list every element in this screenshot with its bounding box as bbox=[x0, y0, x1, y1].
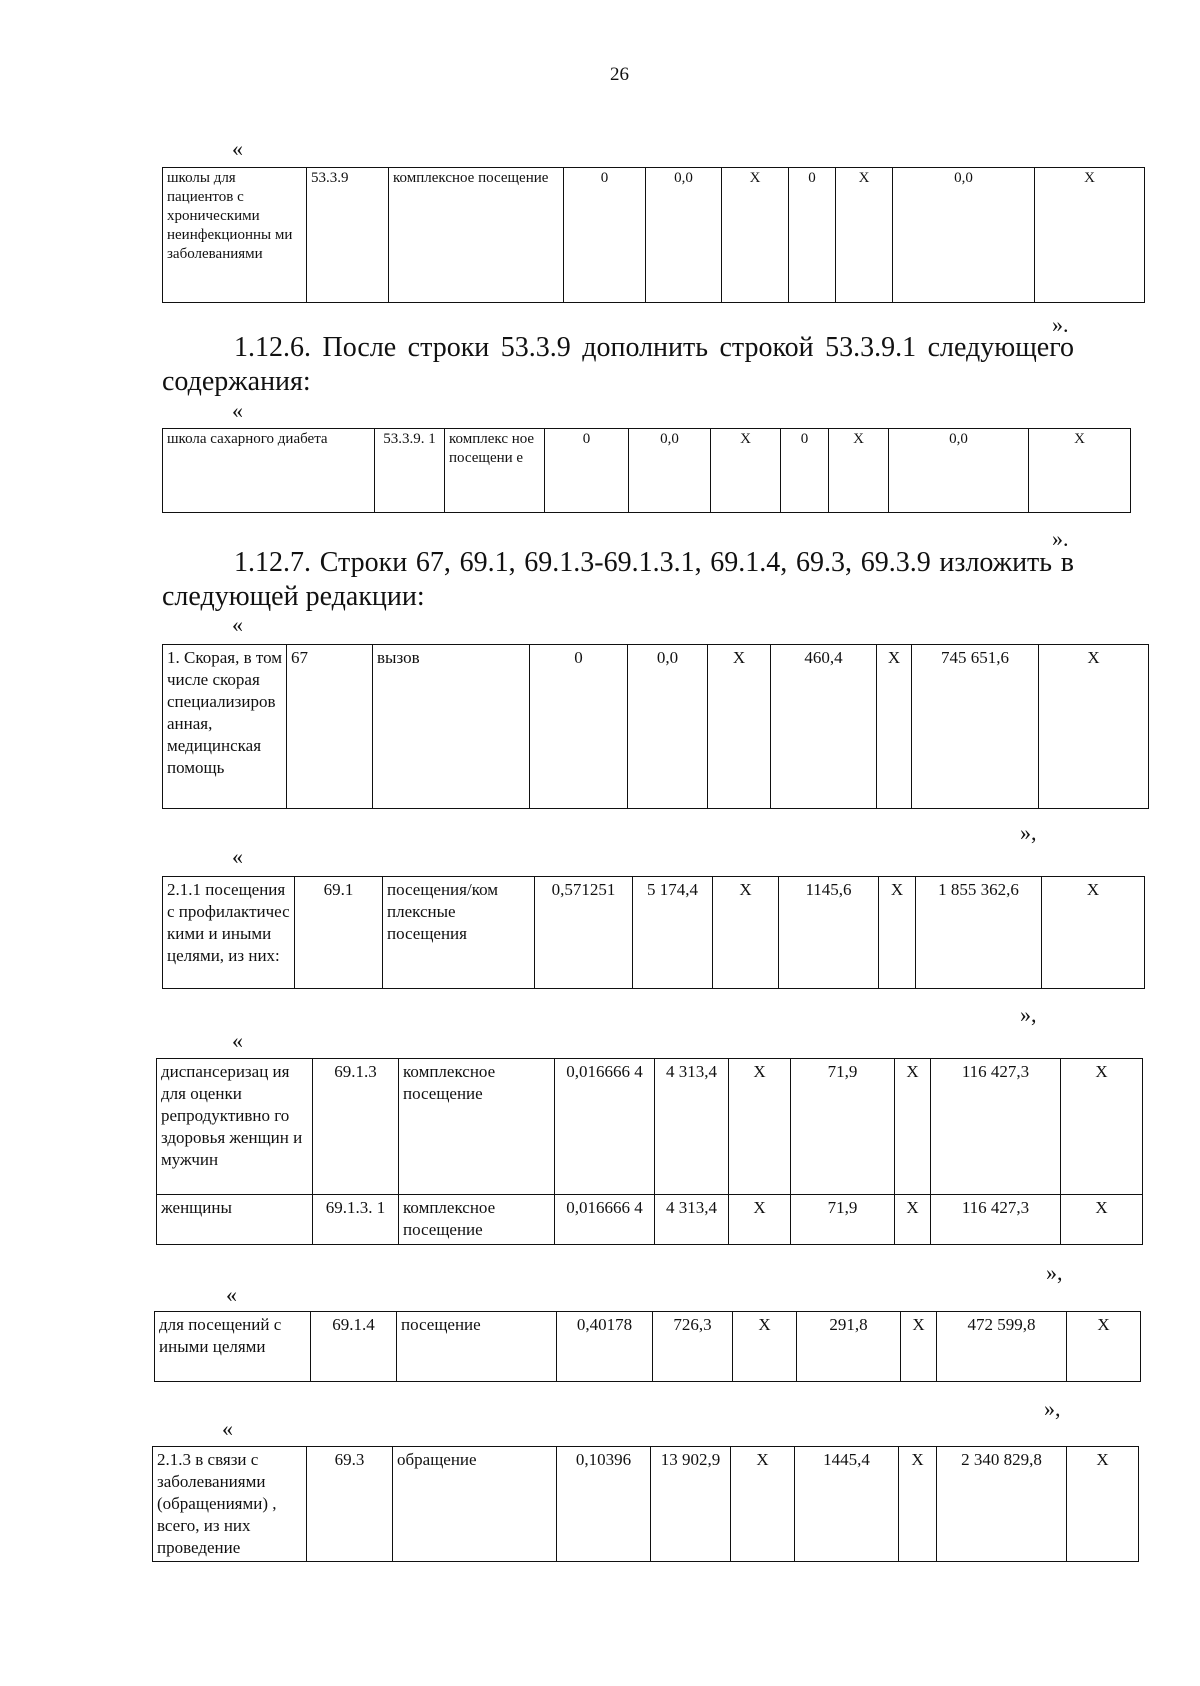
cell-value: 0 bbox=[564, 168, 646, 303]
cell-value: 0,40178 bbox=[557, 1312, 653, 1382]
cell-value: 291,8 bbox=[797, 1312, 901, 1382]
cell-value: 0,0 bbox=[889, 429, 1029, 513]
cell-code: 53.3.9 bbox=[307, 168, 389, 303]
open-quote: « bbox=[232, 398, 243, 423]
open-quote: « bbox=[232, 136, 243, 161]
cell-value: Х bbox=[1061, 1059, 1143, 1195]
cell-value: 0,0 bbox=[646, 168, 722, 303]
cell-value: Х bbox=[895, 1059, 931, 1195]
cell-code: 67 bbox=[287, 645, 373, 809]
table-row-53-3-9-1 bbox=[162, 428, 1131, 513]
cell-value: Х bbox=[729, 1195, 791, 1245]
cell-name: школа сахарного диабета bbox=[163, 429, 375, 513]
cell-value: 0 bbox=[781, 429, 829, 513]
table-row bbox=[163, 168, 1145, 303]
cell-value: Х bbox=[1061, 1195, 1143, 1245]
cell-value: Х bbox=[722, 168, 789, 303]
cell-value: 116 427,3 bbox=[931, 1059, 1061, 1195]
cell-unit: обращение bbox=[393, 1447, 557, 1562]
table-rows-69-1-3 bbox=[156, 1058, 1143, 1245]
table-row bbox=[157, 1195, 1143, 1245]
cell-value: Х bbox=[1042, 877, 1145, 989]
cell-value: Х bbox=[1067, 1312, 1141, 1382]
cell-value: 472 599,8 bbox=[937, 1312, 1067, 1382]
cell-value: 5 174,4 bbox=[633, 877, 713, 989]
close-quote: ». bbox=[1052, 312, 1069, 337]
cell-unit: комплексное посещение bbox=[389, 168, 564, 303]
cell-value: 4 313,4 bbox=[655, 1059, 729, 1195]
cell-code: 69.1 bbox=[295, 877, 383, 989]
cell-name: школы для пациентов с хроническими неинфекционны ми заболеваниями bbox=[163, 168, 307, 303]
table-row-67 bbox=[162, 644, 1149, 809]
page-number: 26 bbox=[610, 64, 629, 85]
cell-value: Х bbox=[836, 168, 893, 303]
close-quote: ». bbox=[1052, 526, 1069, 551]
cell-value: Х bbox=[1067, 1447, 1139, 1562]
cell-value: 726,3 bbox=[653, 1312, 733, 1382]
cell-value: 0 bbox=[545, 429, 629, 513]
cell-value: Х bbox=[879, 877, 916, 989]
cell-name: 1. Скорая, в том числе скорая специализиров анная, медицинская помощь bbox=[163, 645, 287, 809]
cell-value: 0 bbox=[530, 645, 628, 809]
cell-name: 2.1.1 посещения с профилактичес кими и иными целями, из них: bbox=[163, 877, 295, 989]
open-quote: « bbox=[232, 844, 243, 869]
cell-value: Х bbox=[711, 429, 781, 513]
table-row-69-1-4 bbox=[154, 1311, 1141, 1382]
amendment-paragraph-1-12-6: 1.12.6. После строки 53.3.9 дополнить строкой 53.3.9.1 следующего содержания: bbox=[162, 332, 1074, 397]
cell-value: 0 bbox=[789, 168, 836, 303]
cell-value: Х bbox=[829, 429, 889, 513]
close-quote: », bbox=[1046, 1260, 1063, 1285]
cell-value: Х bbox=[877, 645, 912, 809]
cell-code: 69.1.4 bbox=[311, 1312, 397, 1382]
cell-value: 1445,4 bbox=[795, 1447, 899, 1562]
cell-unit: посещения/ком плексные посещения bbox=[383, 877, 535, 989]
cell-unit: вызов bbox=[373, 645, 530, 809]
cell-value: Х bbox=[729, 1059, 791, 1195]
cell-value: 116 427,3 bbox=[931, 1195, 1061, 1245]
table-row bbox=[157, 1059, 1143, 1195]
cell-unit: комплекс ное посещени е bbox=[445, 429, 545, 513]
cell-value: 4 313,4 bbox=[655, 1195, 729, 1245]
cell-name: для посещений с иными целями bbox=[155, 1312, 311, 1382]
open-quote: « bbox=[232, 1028, 243, 1053]
open-quote: « bbox=[222, 1416, 233, 1441]
table-row bbox=[163, 429, 1131, 513]
cell-value: Х bbox=[895, 1195, 931, 1245]
cell-value: Х bbox=[899, 1447, 937, 1562]
cell-value: 1 855 362,6 bbox=[916, 877, 1042, 989]
cell-value: 0,0 bbox=[629, 429, 711, 513]
cell-name: диспансеризац ия для оценки репродуктивно го здоровья женщин и мужчин bbox=[157, 1059, 313, 1195]
open-quote: « bbox=[226, 1282, 237, 1307]
cell-code: 53.3.9. 1 bbox=[375, 429, 445, 513]
cell-name: женщины bbox=[157, 1195, 313, 1245]
cell-value: 745 651,6 bbox=[912, 645, 1039, 809]
open-quote: « bbox=[232, 612, 243, 637]
cell-code: 69.1.3 bbox=[313, 1059, 399, 1195]
cell-value: Х bbox=[731, 1447, 795, 1562]
cell-unit: комплексное посещение bbox=[399, 1059, 555, 1195]
table-row bbox=[163, 877, 1145, 989]
close-quote: », bbox=[1020, 1002, 1037, 1027]
table-row bbox=[155, 1312, 1141, 1382]
table-row bbox=[163, 645, 1149, 809]
cell-name: 2.1.3 в связи с заболеваниями (обращениями) , всего, из них проведение bbox=[153, 1447, 307, 1562]
cell-code: 69.3 bbox=[307, 1447, 393, 1562]
cell-value: 13 902,9 bbox=[651, 1447, 731, 1562]
cell-unit: комплексное посещение bbox=[399, 1195, 555, 1245]
cell-value: 71,9 bbox=[791, 1059, 895, 1195]
cell-value: 0,016666 4 bbox=[555, 1059, 655, 1195]
cell-value: Х bbox=[1035, 168, 1145, 303]
cell-value: Х bbox=[713, 877, 779, 989]
cell-value: Х bbox=[1039, 645, 1149, 809]
table-row-53-3-9 bbox=[162, 167, 1145, 303]
close-quote: », bbox=[1044, 1396, 1061, 1421]
cell-value: 0,0 bbox=[628, 645, 708, 809]
cell-value: 1145,6 bbox=[779, 877, 879, 989]
cell-value: 0,10396 bbox=[557, 1447, 651, 1562]
cell-value: 71,9 bbox=[791, 1195, 895, 1245]
cell-value: 2 340 829,8 bbox=[937, 1447, 1067, 1562]
table-row-69-1 bbox=[162, 876, 1145, 989]
cell-code: 69.1.3. 1 bbox=[313, 1195, 399, 1245]
cell-value: Х bbox=[901, 1312, 937, 1382]
amendment-paragraph-1-12-7: 1.12.7. Строки 67, 69.1, 69.1.3-69.1.3.1, 69.1.4, 69.3, 69.3.9 изложить в следующей редакции: bbox=[162, 547, 1074, 612]
cell-value: 0,0 bbox=[893, 168, 1035, 303]
table-row-69-3 bbox=[152, 1446, 1139, 1562]
cell-value: Х bbox=[733, 1312, 797, 1382]
cell-value: 0,016666 4 bbox=[555, 1195, 655, 1245]
cell-value: Х bbox=[1029, 429, 1131, 513]
cell-value: 0,571251 bbox=[535, 877, 633, 989]
table-row bbox=[153, 1447, 1139, 1562]
cell-unit: посещение bbox=[397, 1312, 557, 1382]
close-quote: », bbox=[1020, 820, 1037, 845]
cell-value: Х bbox=[708, 645, 771, 809]
cell-value: 460,4 bbox=[771, 645, 877, 809]
